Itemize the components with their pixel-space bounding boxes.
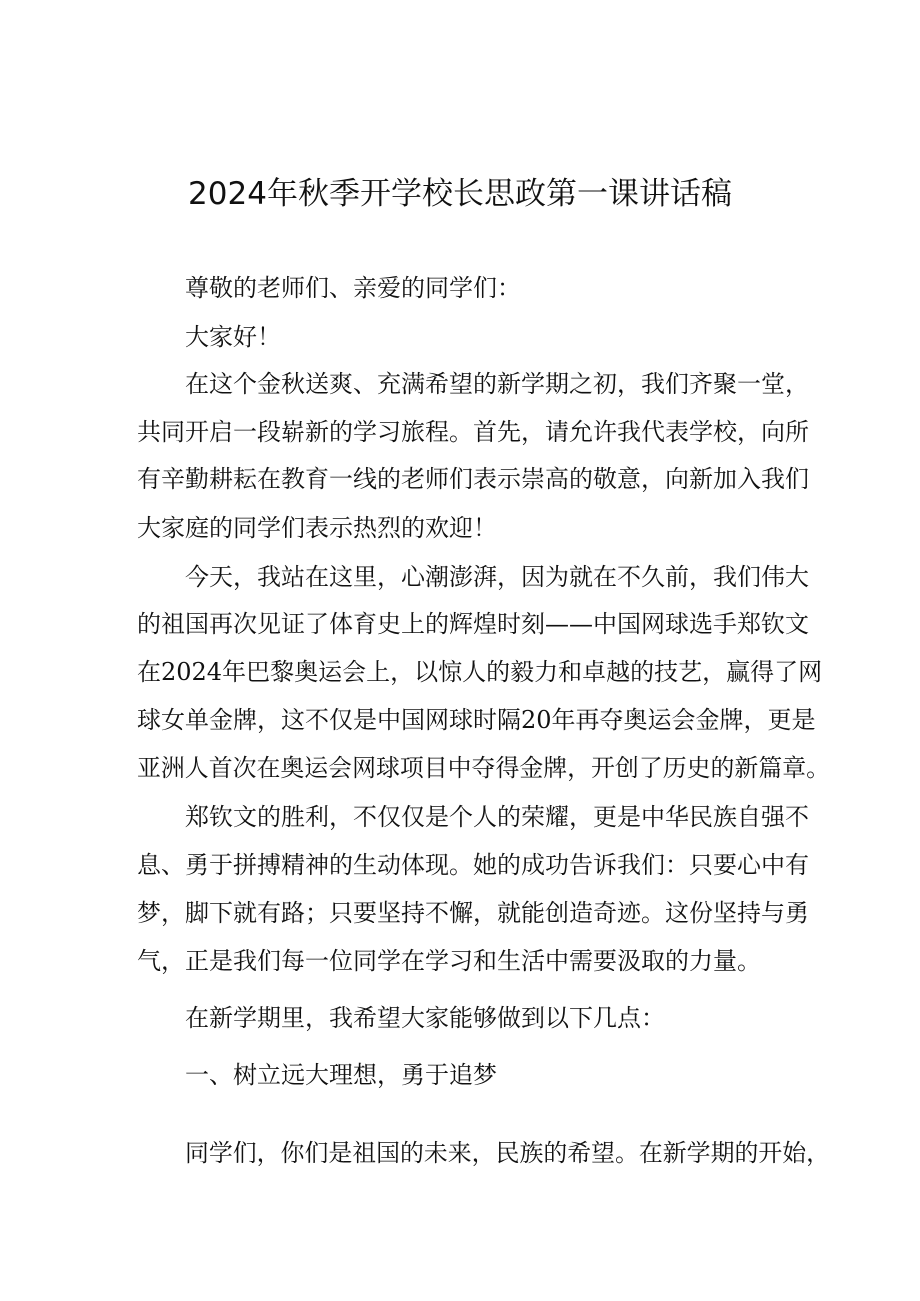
paragraph-line: 共同开启一段崭新的学习旅程。首先，请允许我代表学校，向所 bbox=[137, 418, 809, 446]
paragraph-line: 同学们，你们是祖国的未来，民族的希望。在新学期的开始， bbox=[185, 1139, 831, 1167]
paragraph-line: 在新学期里，我希望大家能够做到以下几点： bbox=[185, 1004, 665, 1032]
paragraph-line: 梦，脚下就有路；只要坚持不懈，就能创造奇迹。这份坚持与勇 bbox=[137, 899, 809, 927]
paragraph-line: 今天，我站在这里，心潮澎湃，因为就在不久前，我们伟大 bbox=[185, 563, 809, 591]
paragraph-line: 气，正是我们每一位同学在学习和生活中需要汲取的力量。 bbox=[137, 947, 761, 975]
paragraph-line: 在2024年巴黎奥运会上，以惊人的毅力和卓越的技艺，赢得了网 bbox=[137, 658, 823, 686]
salutation: 尊敬的老师们、亲爱的同学们： bbox=[185, 274, 521, 302]
paragraph-line: 球女单金牌，这不仅是中国网球时隔20年再夺奥运会金牌，更是 bbox=[137, 706, 816, 734]
paragraph-line: 郑钦文的胜利，不仅仅是个人的荣耀，更是中华民族自强不 bbox=[185, 803, 809, 831]
paragraph-line: 在这个金秋送爽、充满希望的新学期之初，我们齐聚一堂， bbox=[185, 370, 809, 398]
paragraph-line: 的祖国再次见证了体育史上的辉煌时刻——中国网球选手郑钦文 bbox=[137, 610, 809, 638]
section-heading: 一、树立远大理想，勇于追梦 bbox=[185, 1061, 497, 1089]
paragraph-line: 亚洲人首次在奥运会网球项目中夺得金牌，开创了历史的新篇章。 bbox=[137, 754, 831, 782]
paragraph-line: 有辛勤耕耘在教育一线的老师们表示崇高的敬意，向新加入我们 bbox=[137, 465, 809, 493]
greeting: 大家好！ bbox=[185, 323, 281, 351]
document-title: 2024年秋季开学校长思政第一课讲话稿 bbox=[188, 176, 732, 212]
paragraph-line: 大家庭的同学们表示热烈的欢迎！ bbox=[137, 514, 497, 542]
paragraph-line: 息、勇于拼搏精神的生动体现。她的成功告诉我们：只要心中有 bbox=[137, 851, 809, 879]
